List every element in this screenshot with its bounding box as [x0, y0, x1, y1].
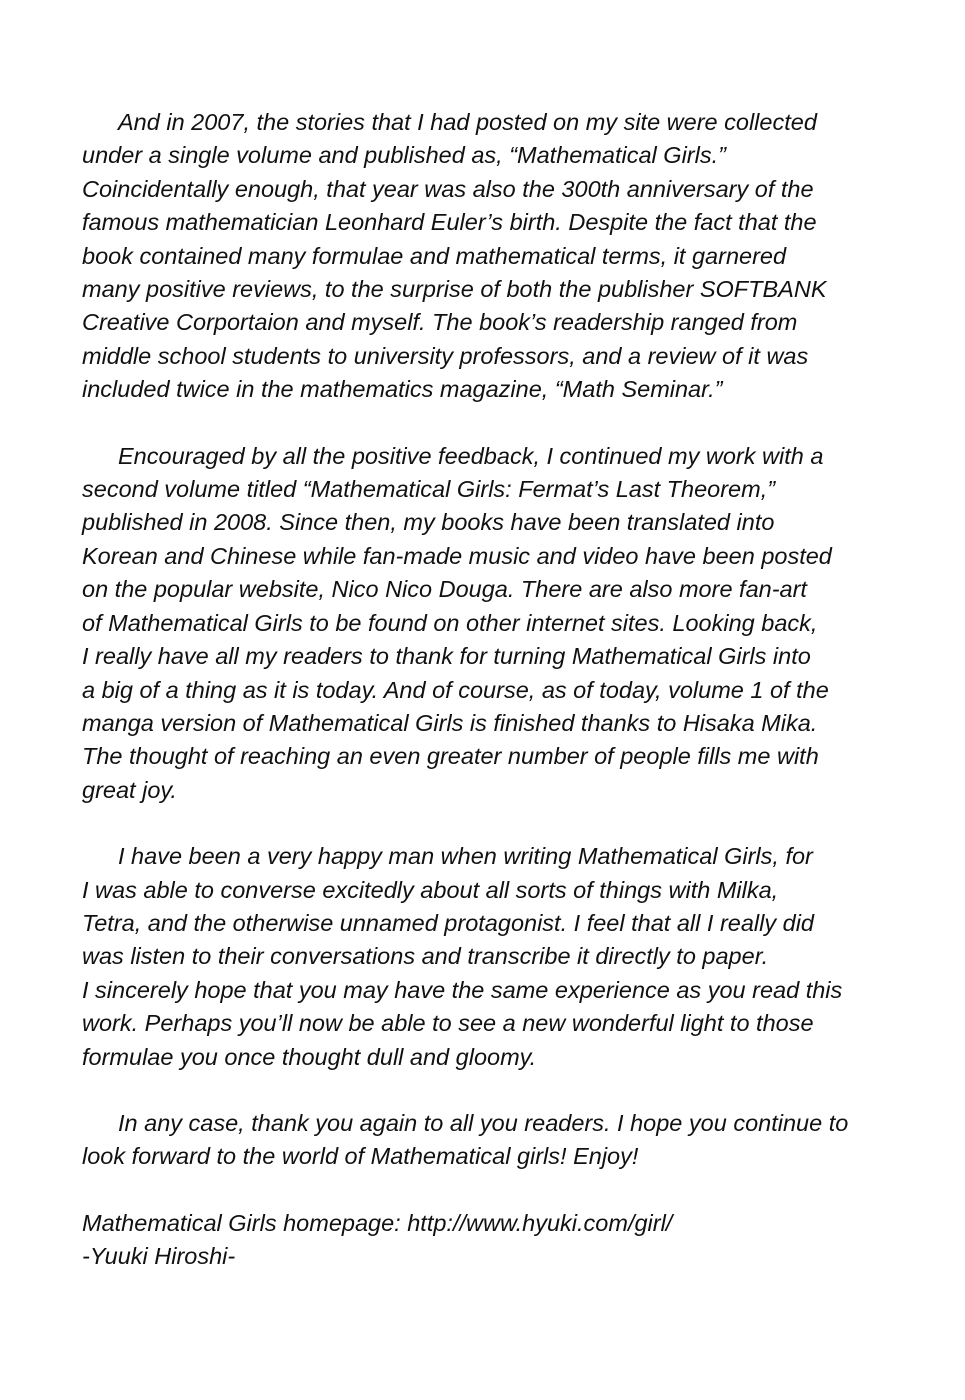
text-line: And in 2007, the stories that I had posted on my site were collected [118, 109, 817, 135]
text-line: I sincerely hope that you may have the same experience as you read this [82, 976, 843, 1003]
text-line: a big of a thing as it is today. And of course, as of today, volume 1 of the [82, 676, 829, 703]
text-line: under a single volume and published as, “Mathematical Girls.” [82, 142, 726, 169]
text-line: Creative Corportaion and myself. The book’s readership ranged from [82, 309, 798, 336]
signature-block [82, 1207, 912, 1274]
text-line: on the popular website, Nico Nico Douga. There are also more fan-art [82, 576, 807, 603]
text-line: book contained many formulae and mathematical terms, it garnered [82, 242, 787, 269]
text-line: I have been a very happy man when writing Mathematical Girls, for [118, 843, 813, 870]
text-line: I was able to converse excitedly about all sorts of things with Milka, [82, 876, 779, 903]
text-line: manga version of Mathematical Girls is finished thanks to Hisaka Mika. [82, 709, 818, 736]
paragraph-1 [82, 106, 912, 407]
text-line: was listen to their conversations and transcribe it directly to paper. [82, 943, 769, 970]
paragraph-3 [82, 840, 912, 1074]
text-line: included twice in the mathematics magazine, “Math Seminar.” [82, 376, 723, 403]
text-line: In any case, thank you again to all you readers. I hope you continue to [118, 1109, 849, 1136]
text-line: famous mathematician Leonhard Euler’s birth. Despite the fact that the [82, 209, 817, 236]
text-line: I really have all my readers to thank for turning Mathematical Girls into [82, 643, 811, 670]
text-line: work. Perhaps you’ll now be able to see a new wonderful light to those [82, 1010, 814, 1037]
text-line: The thought of reaching an even greater number of people fills me with [82, 743, 819, 770]
text-line: Coincidentally enough, that year was also the 300th anniversary of the [82, 175, 814, 202]
afterword-page [82, 106, 912, 1274]
text-line: Encouraged by all the positive feedback, I continued my work with a [118, 442, 824, 469]
author-signature: -Yuuki Hiroshi- [82, 1243, 236, 1270]
paragraph-2 [82, 440, 912, 807]
text-line: look forward to the world of Mathematical girls! Enjoy! [82, 1143, 639, 1170]
text-line: many positive reviews, to the surprise of both the publisher SOFTBANK [82, 276, 827, 303]
text-line: middle school students to university professors, and a review of it was [82, 342, 809, 369]
homepage-line: Mathematical Girls homepage: http://www.hyuki.com/girl/ [82, 1209, 673, 1236]
text-line: second volume titled “Mathematical Girls: Fermat’s Last Theorem,” [82, 476, 776, 503]
text-line: of Mathematical Girls to be found on other internet sites. Looking back, [82, 609, 818, 636]
text-line: Korean and Chinese while fan-made music and video have been posted [82, 542, 832, 569]
text-line: published in 2008. Since then, my books have been translated into [82, 509, 775, 536]
text-line: great joy. [82, 776, 177, 803]
text-line: formulae you once thought dull and gloomy. [82, 1043, 537, 1070]
paragraph-4 [82, 1107, 912, 1174]
text-line: Tetra, and the otherwise unnamed protagonist. I feel that all I really did [82, 909, 814, 936]
